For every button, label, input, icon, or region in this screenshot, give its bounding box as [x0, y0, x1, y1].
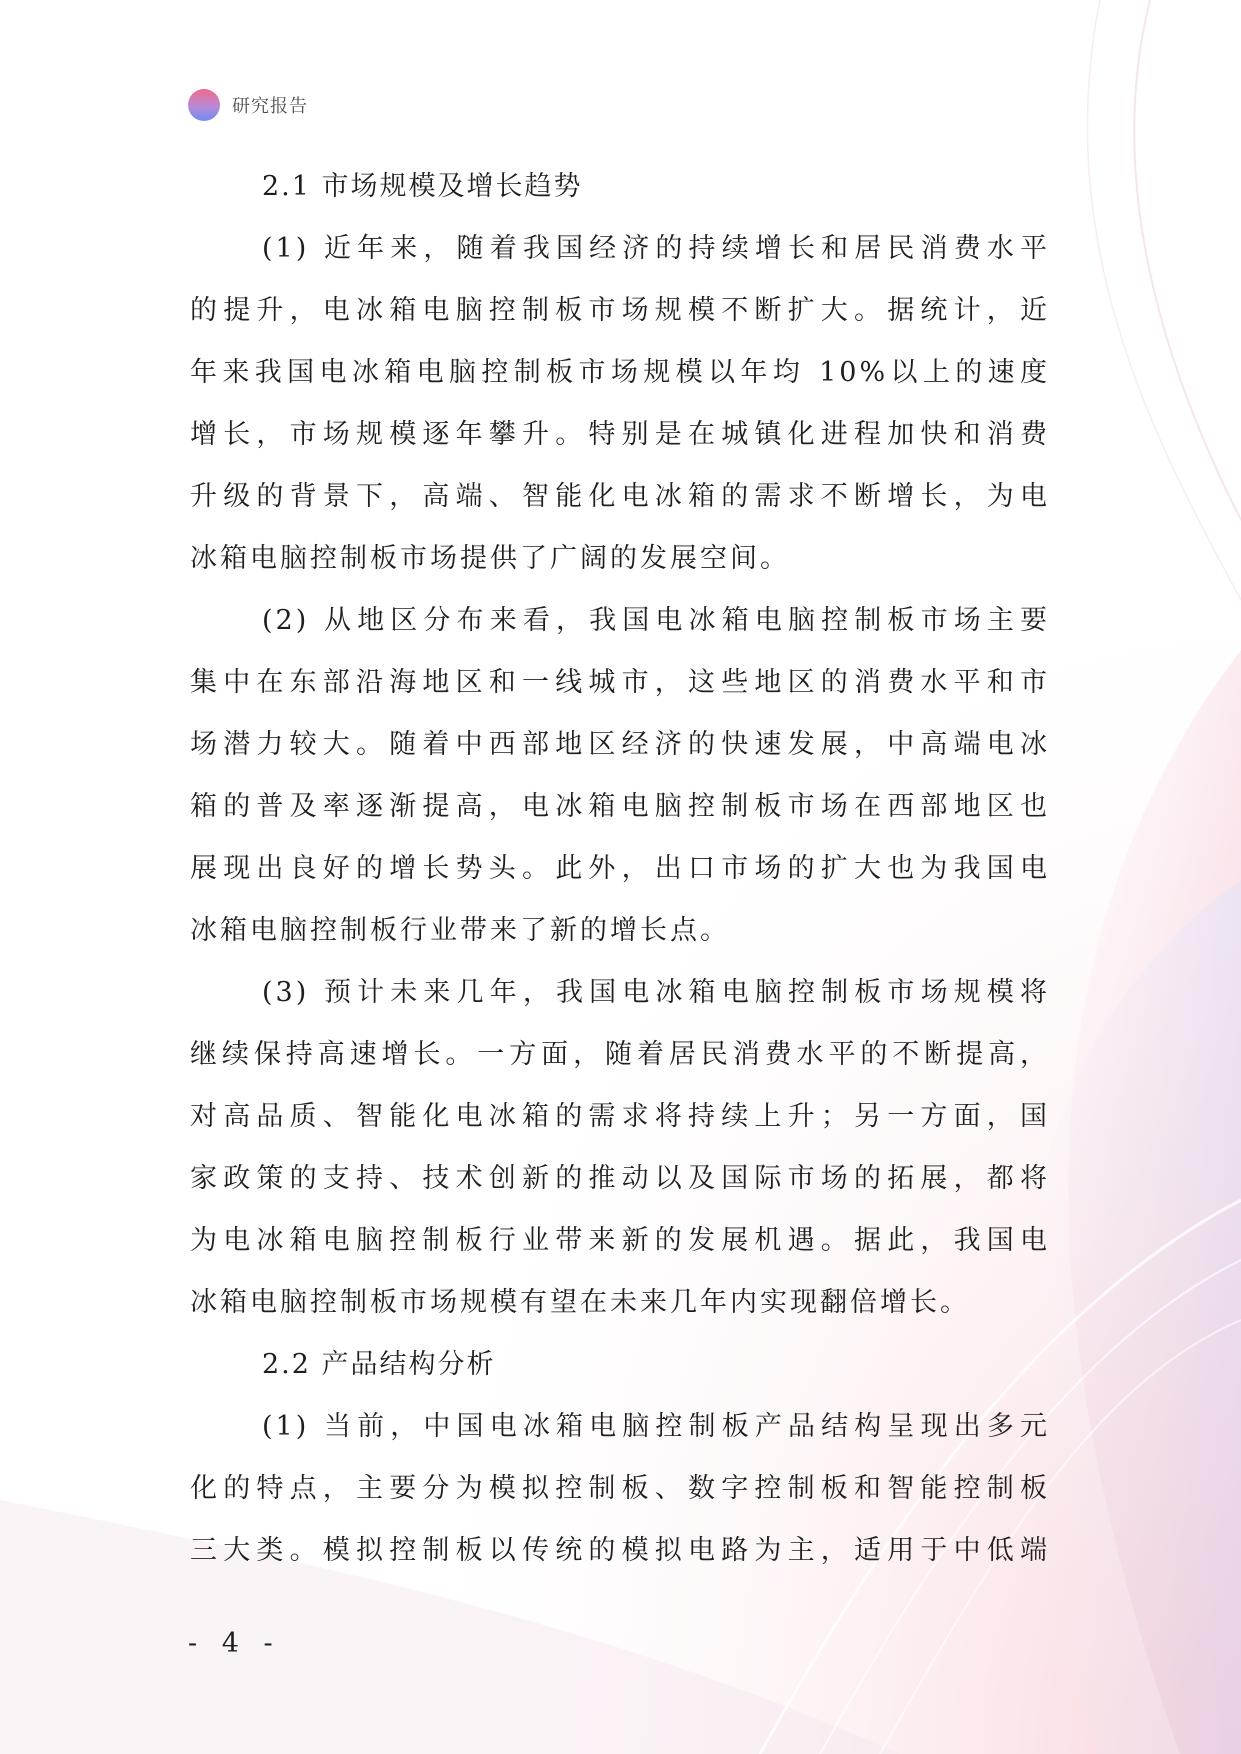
paragraph-line: 增长，市场规模逐年攀升。特别是在城镇化进程加快和消费 — [190, 419, 1050, 450]
paragraph-line: 对高品质、智能化电冰箱的需求将持续上升；另一方面，国 — [190, 1101, 1050, 1132]
paragraph-line: 升级的背景下，高端、智能化电冰箱的需求不断增长，为电 — [190, 481, 1050, 512]
paragraph-line: 箱的普及率逐渐提高，电冰箱电脑控制板市场在西部地区也 — [190, 791, 1050, 822]
logo-circle-icon — [188, 89, 220, 121]
paragraph-line: 冰箱电脑控制板市场提供了广阔的发展空间。 — [190, 543, 790, 574]
paragraph-line: (1) 近年来，随着我国经济的持续增长和居民消费水平 — [262, 233, 1050, 264]
paragraph-line: 冰箱电脑控制板市场规模有望在未来几年内实现翻倍增长。 — [190, 1287, 970, 1318]
paragraph-line: 化的特点，主要分为模拟控制板、数字控制板和智能控制板 — [190, 1473, 1050, 1504]
paragraph — [190, 962, 1050, 1334]
page-number: - 4 - — [188, 1628, 281, 1659]
paragraph-line: 的提升，电冰箱电脑控制板市场规模不断扩大。据统计，近 — [190, 295, 1050, 326]
paragraph — [190, 218, 1050, 590]
header-title: 研究报告 — [232, 96, 308, 117]
paragraph-line: (3) 预计未来几年，我国电冰箱电脑控制板市场规模将 — [262, 977, 1050, 1008]
section-heading: 2.2 产品结构分析 — [262, 1349, 496, 1380]
paragraph-line: 冰箱电脑控制板行业带来了新的增长点。 — [190, 915, 730, 946]
page-header — [188, 88, 308, 122]
paragraph-line: 为电冰箱电脑控制板行业带来新的发展机遇。据此，我国电 — [190, 1225, 1050, 1256]
paragraph-line: 三大类。模拟控制板以传统的模拟电路为主，适用于中低端 — [190, 1535, 1050, 1566]
paragraph-line: 集中在东部沿海地区和一线城市，这些地区的消费水平和市 — [190, 667, 1050, 698]
paragraph-line: 年来我国电冰箱电脑控制板市场规模以年均 10%以上的速度 — [190, 357, 1050, 388]
paragraph — [190, 590, 1050, 962]
paragraph-line: 展现出良好的增长势头。此外，出口市场的扩大也为我国电 — [190, 853, 1050, 884]
paragraph — [190, 1396, 1050, 1582]
paragraph-line: (2) 从地区分布来看，我国电冰箱电脑控制板市场主要 — [262, 605, 1050, 636]
paragraph-line: 场潜力较大。随着中西部地区经济的快速发展，中高端电冰 — [190, 729, 1050, 760]
paragraph-line: (1) 当前，中国电冰箱电脑控制板产品结构呈现出多元 — [262, 1411, 1050, 1442]
section-heading: 2.1 市场规模及增长趋势 — [262, 171, 583, 202]
paragraph-line: 家政策的支持、技术创新的推动以及国际市场的拓展，都将 — [190, 1163, 1050, 1194]
paragraph-line: 继续保持高速增长。一方面，随着居民消费水平的不断提高， — [190, 1039, 1050, 1070]
document-body — [190, 156, 1050, 1582]
